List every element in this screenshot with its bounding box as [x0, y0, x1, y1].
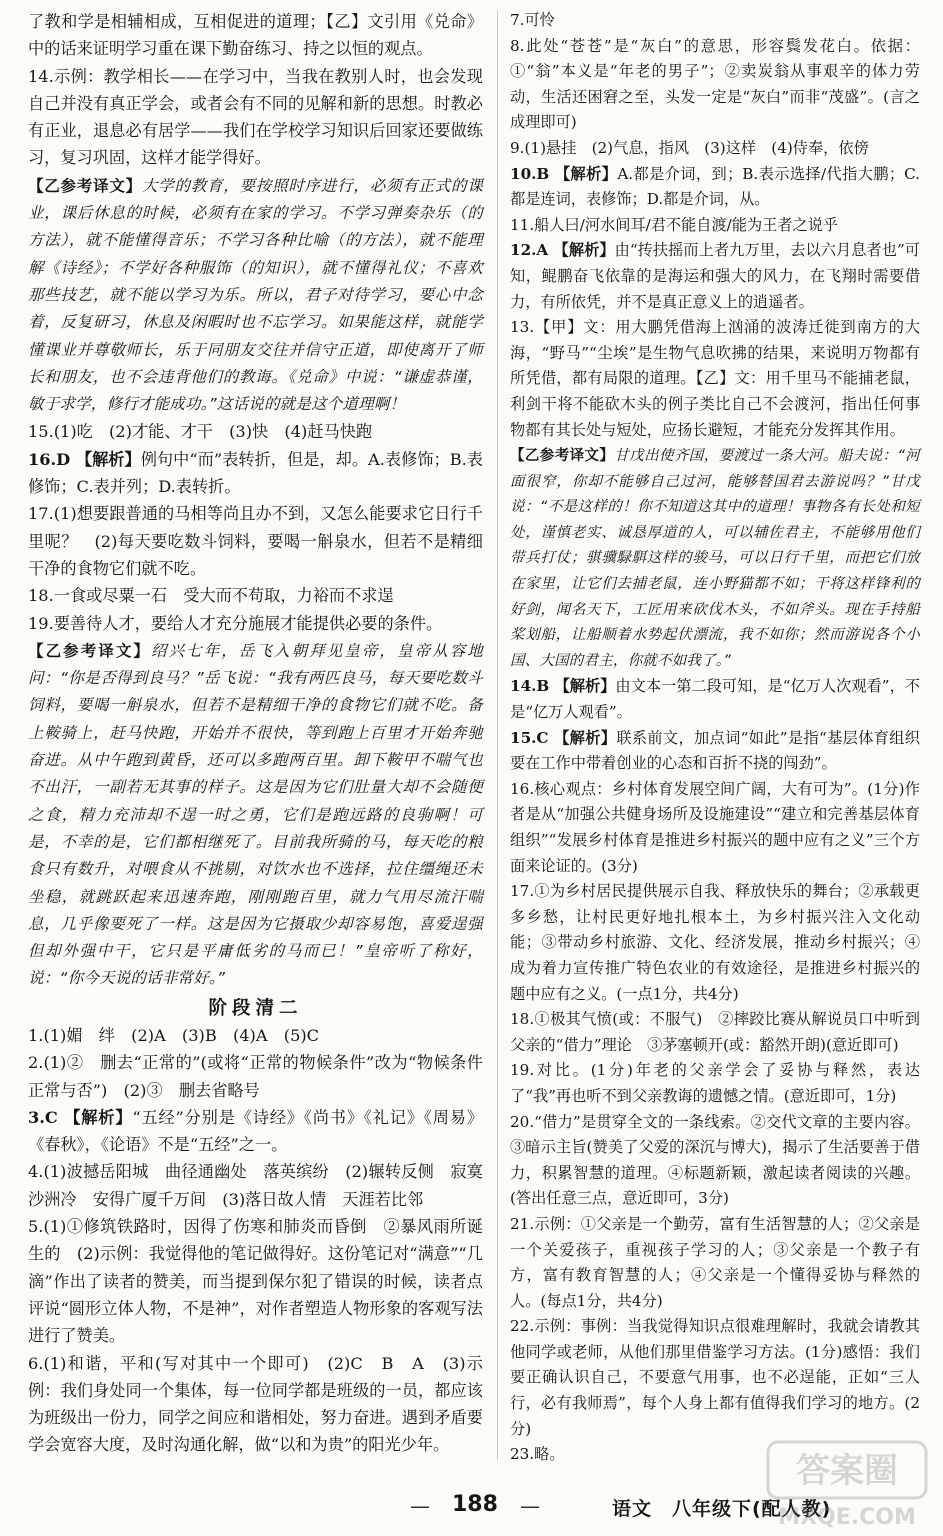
answer-text: 4.(1)波撼岳阳城 曲径通幽处 落英缤纷 (2)辗转反侧 寂寞沙洲冷 安得广厦千万间 (3)落日故人情 天涯若比邻: [28, 1162, 483, 1209]
answer-text: 7.可怜: [510, 11, 555, 29]
answer-label: 16.D 【解析】: [28, 449, 141, 469]
answer-item: [510, 726, 920, 777]
answer-text: “五经”分别是《诗经》《尚书》《礼记》《周易》《春秋》，《论语》不是“五经”之一。: [28, 1107, 484, 1155]
answer-item: [28, 582, 483, 609]
right-answers: [510, 8, 920, 1468]
page-number: 188: [452, 1492, 498, 1517]
footer-subject: 语文 八年级下(配人教): [612, 1498, 832, 1520]
answer-text: 13.【甲】文：用大鹏凭借海上汹涌的波涛迁徙到南方的大海，“野马”“尘埃”是生物气息吹拂的结果，来说明万物都有所凭借，都有局限的道理。【乙】文：用千里马不能捕老鼠，利剑干将不能砍木头的例子类比自己不会渡河，指出任何事物都有其长处与短处，应扬长避短，才能充分发挥其作用。: [510, 318, 920, 439]
left-answers-part1: [28, 8, 483, 993]
page-footer: [0, 1488, 943, 1528]
answer-item: [28, 1213, 483, 1349]
answer-item: [28, 1104, 483, 1159]
answer-text: 了教和学是相辅相成，互相促进的道理；【乙】文引用《兑命》中的话来证明学习重在课下勤奋练习、持之以恒的观点。: [28, 12, 483, 59]
reference-translation: [510, 443, 920, 674]
answer-item: [510, 1442, 920, 1468]
answer-item: [510, 8, 920, 34]
column-divider: [497, 10, 498, 1460]
answer-item: [510, 1110, 920, 1212]
answer-item: [28, 1049, 483, 1104]
answer-item: [28, 418, 483, 445]
answer-item: [510, 1007, 920, 1058]
answer-label: 【乙参考译文】: [510, 447, 615, 465]
answer-text: 大学的教育，要按照时序进行，必须有正式的课业，课后休息的时候，必须有在家的学习。不学习弹奏杂乐（的方法），就不能懂得音乐；不学习各种比喻（的方法），就不能理解《诗经》；不学好各种服饰（的知识），就不懂得礼仪；不喜欢那些技艺，就不能以学习为乐。所以，君子对待学习，要心中念着，反复研习，休息及闲暇时也不忘学习。如果能这样，就能学懂课业并尊敬师长，乐于同朋友交往并信守正道，即使离开了师长和朋友，也不会违背他们的教诲。《兑命》中说：“谦虚恭谨，敏于求学，修行才能成功。”这话说的就是这个道理啊！: [28, 176, 484, 414]
footer-dash-right: —: [520, 1494, 540, 1518]
left-column: [28, 8, 483, 1459]
right-column: [510, 8, 920, 1468]
answer-text: 甘戊出使齐国，要渡过一条大河。船夫说：“河面很窄，你却不能够自己过河，能够替国君去游说吗？”甘戊说：“不是这样的！你不知道这其中的道理！事物各有长处和短处，谨慎老实、诚恳厚道的人，可以辅佐君主，不能够用他们带兵打仗；骐骥騄駬这样的骏马，可以日行千里，而把它们放在家里，让它们去捕老鼠，连小野猫都不如；干将这样锋利的好剑，闻名天下，工匠用来砍伐木头，不如斧头。现在手持船桨划船，让船顺着水势起伏漂流，我不如你；然而游说各个小国、大国的君主，你就不如我了。”: [510, 448, 920, 669]
answer-label: 12.A 【解析】: [510, 241, 615, 260]
answer-text: 6.(1)和谐，平和(写对其中一个即可) (2)C B A (3)示例：我们身处同一个集体，每一位同学都是班级的一员，都应该为班级出一份力，同学之间应和谐相处，努力奋进。遇到矛盾要学会宽容大度，及时沟通化解，做“以和为贵”的阳光少年。: [28, 1353, 483, 1455]
answer-label: 15.C 【解析】: [510, 728, 617, 747]
answer-label: 3.C 【解析】: [28, 1107, 133, 1127]
answer-text: A.都是介词，到；B.表示选择/代指大鹏；C.都是连词，表修饰；D.都是介词，从。: [510, 164, 921, 209]
answer-text: 由文本一第二段可知，是“亿万人次观看”，不是“亿万人观看”。: [510, 677, 921, 722]
left-answers-part2: [28, 1022, 483, 1459]
answer-label: 10.B 【解析】: [510, 164, 618, 183]
answer-text: 16.核心观点：乡村体育发展空间广阔，大有可为”。(1分)作者是从“加强公共健身场所及设施建设”“建立和完善基层体育组织”“发展乡村体育是推进乡村振兴的题中应有之义”三个方面来论证的。(3分): [510, 779, 920, 875]
answer-item: [510, 213, 920, 239]
footer-dash-left: —: [410, 1494, 430, 1518]
answer-text: 由“抟扶摇而上者九万里，去以六月息者也”可知，鲲鹏奋飞依靠的是海运和强大的风力，在飞翔时需要借力，有所依凭，并不是真正意义上的逍遥者。: [510, 241, 920, 311]
answer-item: [510, 162, 920, 213]
watermark-url: MXQE.COM: [778, 1505, 916, 1530]
answer-item: [28, 8, 483, 63]
reference-translation: [28, 172, 483, 419]
answer-item: [510, 34, 920, 136]
answer-text: 19.对比。(1分)年老的父亲学会了妥协与释然，表达了“我”再也听不到父亲教诲的遗憾之情。(意近即可，1分): [510, 1061, 920, 1105]
answer-item: [28, 446, 483, 501]
answer-label: 【乙参考译文】: [28, 640, 151, 660]
answer-text: 5.(1)①修筑铁路时，因得了伤寒和肺炎而昏倒 ②暴风雨所诞生的 (2)示例：我觉得他的笔记做得好。这份笔记对“满意”“几滴”作出了读者的赞美，而当提到保尔犯了错误的时候，读者点评说“圆形立体人物，不是神”，对作者塑造人物形象的客观写法进行了赞美。: [28, 1217, 483, 1346]
answer-item: [28, 610, 483, 637]
answer-item: [510, 777, 920, 879]
answer-label: 14.B 【解析】: [510, 677, 616, 696]
answer-text: 18.①极其气愤(或：不服气) ②摔跤比赛从解说员口中听到父亲的“借力”理论 ③茅塞顿开(或：豁然开朗)(意近即可): [510, 1010, 920, 1054]
answer-text: 15.(1)吃 (2)才能、才干 (3)快 (4)赶马快跑: [28, 422, 373, 442]
answer-item: [28, 1022, 483, 1049]
answer-text: 2.(1)② 删去“正常的”(或将“正常的物候条件”改为“物候条件正常与否”) (2)③ 删去省略号: [28, 1053, 483, 1100]
answer-item: [28, 63, 483, 172]
answer-item: [28, 500, 483, 582]
reference-translation: [28, 637, 483, 993]
answer-item: [510, 879, 920, 1007]
watermark-text: 答案圈: [796, 1451, 898, 1491]
answer-item: [510, 238, 920, 315]
answer-item: [510, 1212, 920, 1314]
answer-item: [510, 1058, 920, 1109]
answer-text: 19.要善待人才，要给人才充分施展才能提供必要的条件。: [28, 613, 443, 633]
answer-text: 17.①为乡村居民提供展示自我、释放快乐的舞台；②承载更多乡愁，让村民更好地扎根本土，为乡村振兴注入文化动能；③带动乡村旅游、文化、经济发展，推动乡村振兴；④成为着力宣传推广特色农业的有效途径，是推进乡村振兴的题中应有之义。(一点1分，共4分): [510, 882, 920, 1003]
answer-text: 8.此处“苍苍”是“灰白”的意思，形容鬓发花白。依据：①“翁”本义是“年老的男子”；②卖炭翁从事艰辛的体力劳动，生活还困窘之至，头发一定是“灰白”而非“茂盛”。(言之成理即可): [510, 36, 920, 132]
answer-label: 【乙参考译文】: [28, 175, 142, 195]
answer-text: 9.(1)悬挂 (2)气息，指风 (3)这样 (4)侍奉，依傍: [510, 138, 869, 157]
answer-item: [510, 315, 920, 443]
answer-text: 17.(1)想要跟普通的马相等尚且办不到，又怎么能要求它日行千里呢？ (2)每天要吃数斗饲料，要喝一斛泉水，但若不是精细干净的食物它们就不吃。: [28, 504, 483, 578]
answer-text: 例句中“而”表转折，但是，却。A.表修饰；B.表修饰；C.表并列；D.表转折。: [28, 449, 483, 497]
section-title: 阶段清二: [208, 997, 303, 1019]
answer-item: [28, 1350, 483, 1459]
answer-item: [510, 136, 920, 162]
answer-item: [510, 674, 920, 725]
answer-item: [28, 1158, 483, 1213]
answer-text: 23.略。: [510, 1445, 565, 1464]
answer-text: 21.示例：①父亲是一个勤劳，富有生活智慧的人；②父亲是一个关爱孩子，重视孩子学习的人；③父亲是一个教子有方，富有教育智慧的人；④父亲是一个懂得妥协与释然的人。(每点1分，共4分): [510, 1214, 920, 1310]
answer-text: 11.船人曰/河水间耳/君不能自渡/能为王者之说乎: [510, 215, 839, 234]
answer-text: 20.“借力”是贯穿全文的一条线索。②交代文章的主要内容。③暗示主旨(赞美了父爱的深沉与博大)，揭示了生活要善于借力，积累智慧的道理。④标题新颖，激起读者阅读的兴趣。(答出任意三点，意近即可，3分): [510, 1112, 920, 1208]
answer-text: 22.示例：事例：当我觉得知识点很难理解时，我就会请教其他同学或老师，从他们那里借鉴学习方法。(1分)感悟：我们要正确认识自己，不要意气用事，也不必逞能，正如“三人行，必有我师焉”，每个人身上都有值得我们学习的地方。(2分): [510, 1317, 920, 1438]
answer-text: 1.(1)媚 绊 (2)A (3)B (4)A (5)C: [28, 1025, 320, 1045]
answer-item: [510, 1314, 920, 1442]
answer-text: 绍兴七年，岳飞入朝拜见皇帝，皇帝从容地问：“你是否得到良马？”岳飞说：“我有两匹良马，每天要吃数斗饲料，要喝一斛泉水，但若不是精细干净的食物它们就不吃。备上鞍骑上，赶马快跑，开始并不很快，等到跑上百里才开始奔驰奋进。从中午跑到黄昏，还可以多跑两百里。卸下鞍甲不喘气也不出汗，一副若无其事的样子。这是因为它们肚量大却不会随便之食，精力充沛却不逞一时之勇，它们是跑远路的良驹啊！可是，不幸的是，它们都相继死了。目前我所骑的马，每天吃的粮食只有数升，对喂食从不挑剔，对饮水也不选择，拉住缰绳还未坐稳，就跳跃起来迅速奔跑，刚刚跑百里，就力气用尽流汗喘息，几乎像要死了一样。这是因为它摄取少却容易饱，喜爱逞强但却外强中干，它只是平庸低劣的马而已！”皇帝听了称好，说：“你今天说的话非常好。”: [28, 641, 483, 988]
answer-text: 18.一食或尽粟一石 受大而不苟取，力裕而不求逞: [28, 586, 394, 606]
answer-text: 14.示例：教学相长——在学习中，当我在教别人时，也会发现自己并没有真正学会，或者会有不同的见解和新的思想。时教必有正业，退息必有居学——我们在学校学习知识后回家还要做练习，复习巩固，这样才能学得好。: [28, 66, 483, 168]
answer-text: 联系前文，加点词“如此”是指“基层体育组织要在工作中带着创业的心态和百折不挠的闯劲”。: [510, 728, 920, 773]
